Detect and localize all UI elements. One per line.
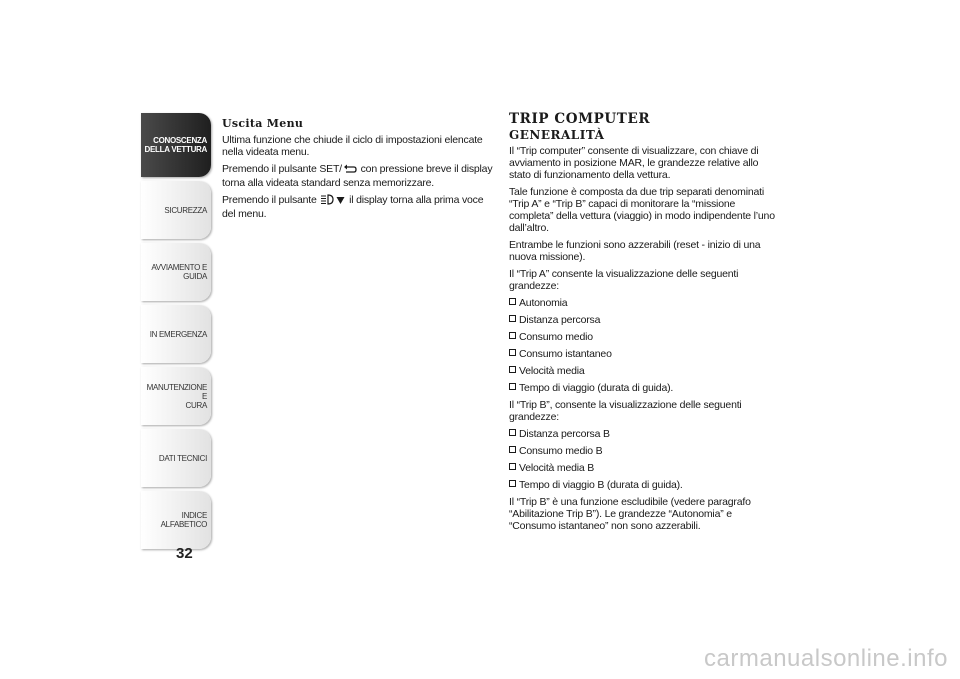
chapter-sidebar xyxy=(141,113,211,553)
checkbox-bullet-icon xyxy=(509,315,516,322)
tab-label-line1: INDICE ALFABETICO xyxy=(160,511,207,529)
text-fragment: il display torna alla prima voce del menu. xyxy=(222,194,484,220)
list-item xyxy=(509,365,781,377)
paragraph: Ultima funzione che chiude il ciclo di impostazioni elencate nella videata menu. xyxy=(222,134,483,158)
tab-sicurezza[interactable] xyxy=(141,181,211,239)
tab-indice[interactable] xyxy=(141,491,211,549)
tab-dati-tecnici[interactable] xyxy=(141,429,211,487)
section-heading-uscita-menu: Uscita Menu xyxy=(222,117,304,130)
paragraph xyxy=(222,194,494,220)
page-number: 32 xyxy=(176,545,193,562)
list-item xyxy=(509,348,781,360)
checkbox-bullet-icon xyxy=(509,463,516,470)
tab-label-line1: IN EMERGENZA xyxy=(149,329,207,339)
list-item-text: Consumo medio B xyxy=(519,445,603,457)
tab-avviamento[interactable] xyxy=(141,243,211,301)
tab-label-line2: GUIDA xyxy=(183,272,207,281)
trip-b-list xyxy=(509,428,781,491)
text-fragment: Premendo il pulsante xyxy=(222,194,317,206)
paragraph: Entrambe le funzioni sono azzerabili (reset - inizio di una nuova missione). xyxy=(509,239,761,263)
list-item-text: Tempo di viaggio B (durata di guida). xyxy=(519,479,683,491)
list-item-text: Distanza percorsa xyxy=(519,314,601,326)
chapter-title-trip-computer: TRIP COMPUTER xyxy=(509,111,651,127)
list-item xyxy=(509,479,781,491)
checkbox-bullet-icon xyxy=(509,349,516,356)
tab-label-line1: MANUTENZIONE E xyxy=(146,382,207,401)
text-fragment: Premendo il pulsante SET/ xyxy=(222,163,342,175)
tab-label-line2: DELLA VETTURA xyxy=(144,145,207,154)
tab-manutenzione[interactable] xyxy=(141,367,211,425)
tab-label-line1: DATI TECNICI xyxy=(158,453,207,463)
tab-emergenza[interactable] xyxy=(141,305,211,363)
checkbox-bullet-icon xyxy=(509,366,516,373)
tab-label-line2: CURA xyxy=(185,400,207,410)
list-item xyxy=(509,428,781,440)
paragraph: Il “Trip A” consente la visualizzazione delle seguenti grandezze: xyxy=(509,268,739,292)
section-heading-generalita: GENERALITÀ xyxy=(509,128,605,142)
list-item xyxy=(509,382,781,394)
checkbox-bullet-icon xyxy=(509,446,516,453)
paragraph: Il “Trip B”, consente la visualizzazione delle seguenti grandezze: xyxy=(509,399,742,423)
checkbox-bullet-icon xyxy=(509,383,516,390)
text-fragment: con pressione breve il display torna alla videata standard senza memorizzare. xyxy=(222,163,493,189)
watermark: carmanualsonline.info xyxy=(704,645,948,672)
headlight-icon xyxy=(320,194,334,208)
paragraph: Il “Trip computer” consente di visualizzare, con chiave di avviamento in posizione MAR, le grandezze relative allo stato di funzionamento della vettura. xyxy=(509,145,759,181)
checkbox-bullet-icon xyxy=(509,429,516,436)
checkbox-bullet-icon xyxy=(509,332,516,339)
paragraph: Il “Trip B” è una funzione escludibile (vedere paragrafo “Abilitazione Trip B”). Le grandezze “Autonomia” e “Consumo istantaneo” non sono azzerabili. xyxy=(509,496,751,532)
down-triangle-icon xyxy=(336,196,345,208)
list-item xyxy=(509,314,781,326)
left-column xyxy=(222,118,494,225)
tab-conoscenza[interactable] xyxy=(141,113,211,177)
list-item xyxy=(509,297,781,309)
list-item-text: Distanza percorsa B xyxy=(519,428,610,440)
list-item-text: Tempo di viaggio (durata di guida). xyxy=(519,382,674,394)
tab-label-line1: CONOSCENZA xyxy=(153,136,207,145)
checkbox-bullet-icon xyxy=(509,480,516,487)
tab-label-line1: AVVIAMENTO E xyxy=(151,263,207,272)
list-item xyxy=(509,445,781,457)
tab-label-line1: SICUREZZA xyxy=(164,205,207,215)
right-column xyxy=(509,113,781,537)
list-item xyxy=(509,331,781,343)
paragraph xyxy=(222,163,494,189)
trip-a-list xyxy=(509,297,781,394)
list-item-text: Velocità media B xyxy=(519,462,595,474)
paragraph: Tale funzione è composta da due trip separati denominati “Trip A” e “Trip B” capaci di monitorare la “missione completa” della vettura (viaggio) in modo indipendente l’uno dall’altro. xyxy=(509,186,775,234)
list-item-text: Autonomia xyxy=(519,297,568,309)
list-item xyxy=(509,462,781,474)
checkbox-bullet-icon xyxy=(509,298,516,305)
list-item-text: Consumo medio xyxy=(519,331,593,343)
list-item-text: Velocità media xyxy=(519,365,585,377)
return-arrow-icon xyxy=(343,164,357,177)
list-item-text: Consumo istantaneo xyxy=(519,348,612,360)
